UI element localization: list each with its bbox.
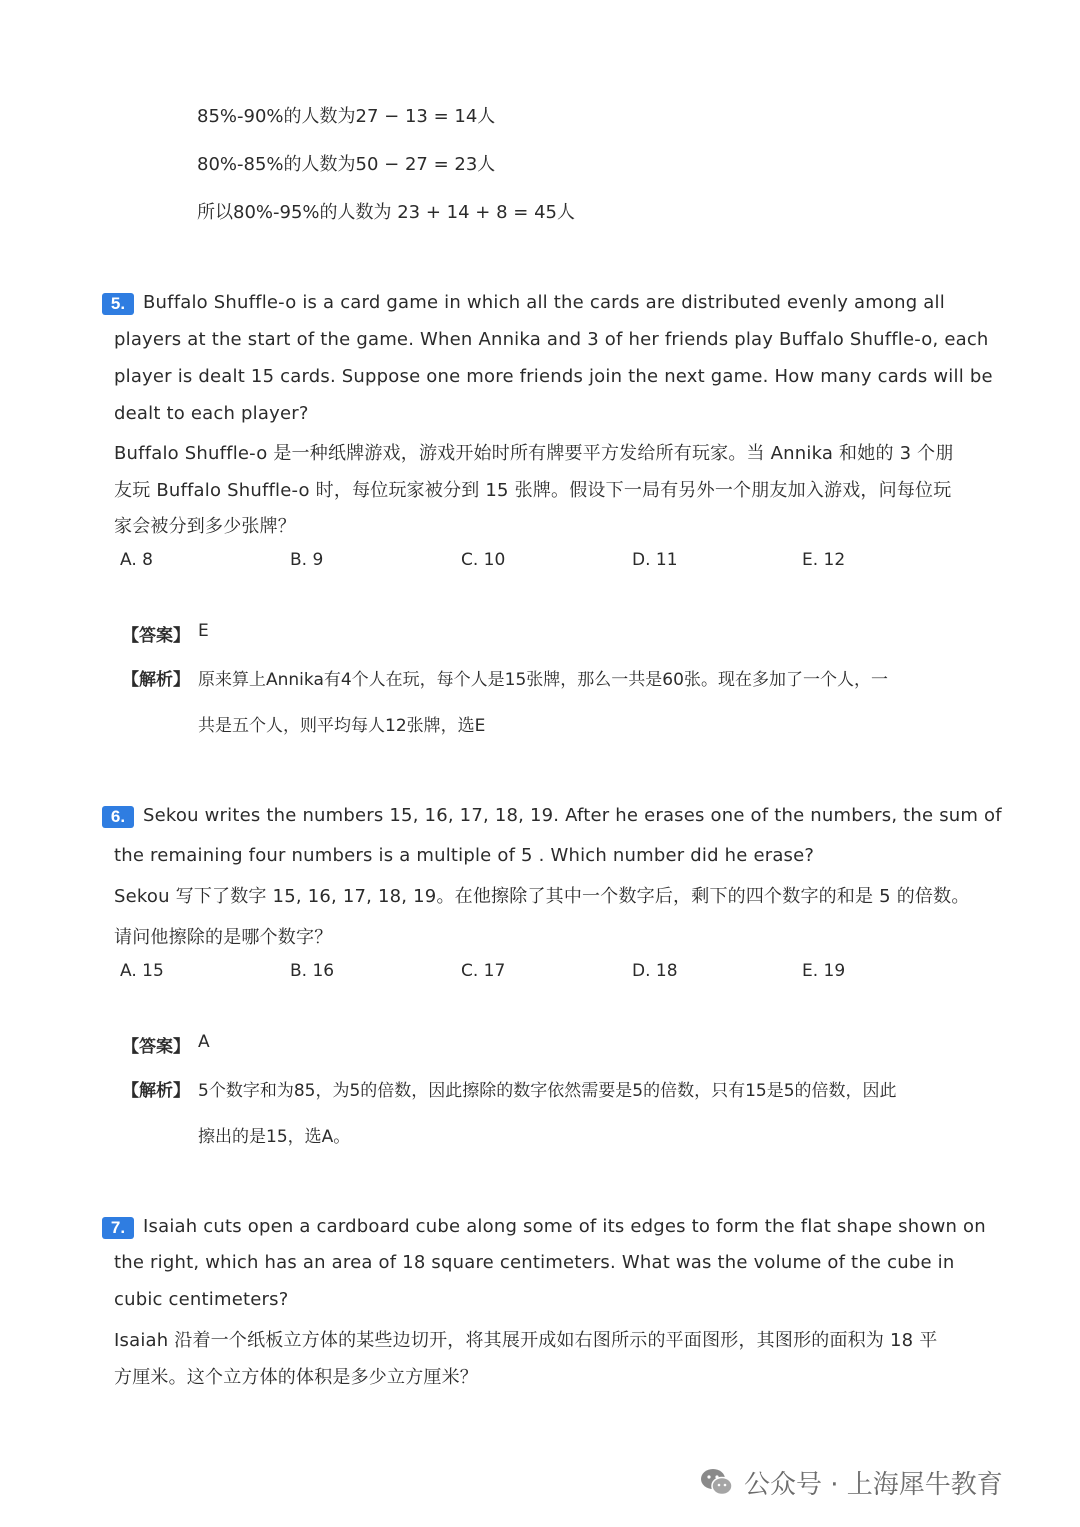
explanation-line: 擦出的是15，选A。 (198, 1127, 351, 1147)
question-number-badge: 5. (102, 293, 134, 315)
question-text-line: Isaiah 沿着一个纸板立方体的某些边切开，将其展开成如右图所示的平面图形，其图形的面积为 18 平 (114, 1330, 938, 1351)
question-text-line: Sekou 写下了数字 15, 16, 17, 18, 19。在他擦除了其中一个数字后，剩下的四个数字的和是 5 的倍数。 (114, 886, 970, 907)
question-text-line: 请问他擦除的是哪个数字？ (114, 927, 333, 948)
explanation-line: 5个数字和为85，为5的倍数，因此擦除的数字依然需要是5的倍数，只有15是5的倍数，因此 (198, 1081, 897, 1101)
explanation-label: 【解析】 (122, 1081, 190, 1101)
wechat-icon (700, 1467, 734, 1497)
question-text-line: the remaining four numbers is a multiple of 5 . Which number did he erase? (114, 845, 815, 866)
option-e: E. 12 (802, 550, 846, 570)
option-d: D. 11 (632, 550, 678, 570)
question-text-line: Buffalo Shuffle-o is a card game in which all the cards are distributed evenly among all (143, 292, 945, 313)
question-text-line: 方厘米。这个立方体的体积是多少立方厘米？ (114, 1367, 478, 1388)
prev-solution-line-3: 所以80%-95%的人数为 23 + 14 + 8 = 45人 (197, 202, 575, 223)
question-text-line: Buffalo Shuffle-o 是一种纸牌游戏，游戏开始时所有牌要平方发给所有玩家。当 Annika 和她的 3 个朋 (114, 443, 954, 464)
watermark-text: 公众号 · 上海犀牛教育 (744, 1469, 1003, 1500)
question-text-line: the right, which has an area of 18 square centimeters. What was the volume of the cube in (114, 1252, 955, 1273)
prev-solution-line-2: 80%-85%的人数为50 − 27 = 23人 (197, 154, 496, 175)
option-d: D. 18 (632, 961, 678, 981)
explanation-line: 共是五个人，则平均每人12张牌，选E (198, 716, 486, 736)
option-b: B. 9 (290, 550, 324, 570)
option-a: A. 15 (120, 961, 164, 981)
question-text-line: players at the start of the game. When Annika and 3 of her friends play Buffalo Shuffle-o, each (114, 329, 989, 350)
prev-solution-line-1: 85%-90%的人数为27 − 13 = 14人 (197, 106, 496, 127)
answer-label: 【答案】 (122, 1037, 190, 1057)
option-a: A. 8 (120, 550, 153, 570)
option-e: E. 19 (802, 961, 846, 981)
question-text-line: 友玩 Buffalo Shuffle-o 时，每位玩家被分到 15 张牌。假设下一局有另外一个朋友加入游戏，问每位玩 (114, 480, 952, 501)
question-text-line: cubic centimeters? (114, 1289, 289, 1310)
option-b: B. 16 (290, 961, 335, 981)
question-text-line: Isaiah cuts open a cardboard cube along some of its edges to form the flat shape shown on (143, 1216, 986, 1237)
answer-value: A (198, 1032, 210, 1052)
question-text-line: dealt to each player? (114, 403, 309, 424)
explanation-label: 【解析】 (122, 670, 190, 690)
question-number-badge: 6. (102, 806, 134, 828)
option-c: C. 10 (461, 550, 506, 570)
option-c: C. 17 (461, 961, 506, 981)
question-number-badge: 7. (102, 1217, 134, 1239)
question-text-line: player is dealt 15 cards. Suppose one more friends join the next game. How many cards will be (114, 366, 993, 387)
answer-value: E (198, 621, 209, 641)
explanation-line: 原来算上Annika有4个人在玩，每个人是15张牌，那么一共是60张。现在多加了一个人，一 (198, 670, 888, 690)
answer-label: 【答案】 (122, 626, 190, 646)
question-text-line: Sekou writes the numbers 15, 16, 17, 18, 19. After he erases one of the numbers, the sum of (143, 805, 1002, 826)
question-text-line: 家会被分到多少张牌？ (114, 516, 296, 537)
watermark (700, 1462, 1003, 1502)
